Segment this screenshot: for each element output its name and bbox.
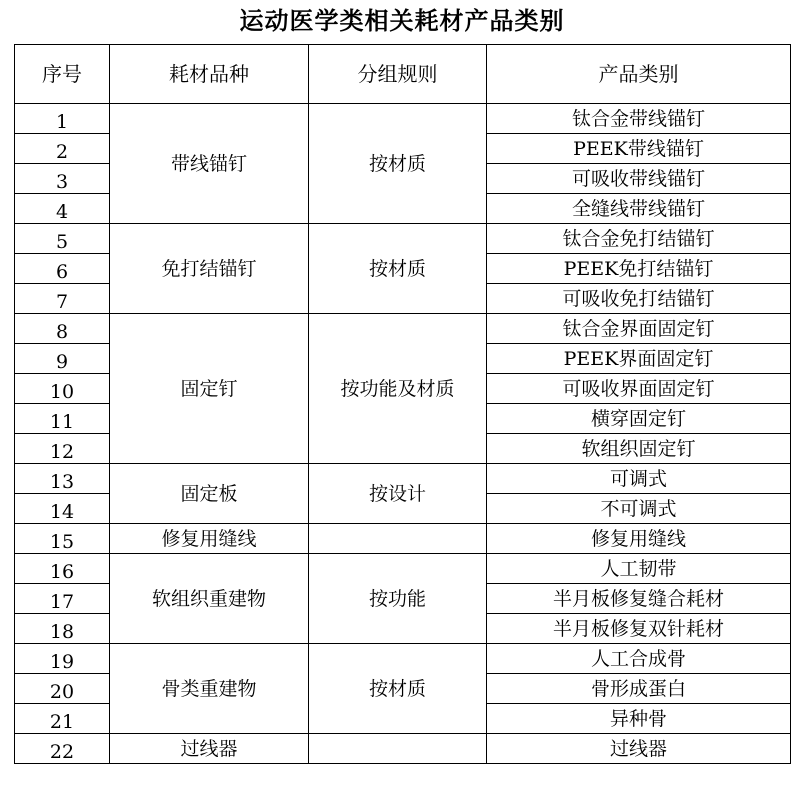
row-product: 半月板修复缝合耗材	[487, 584, 791, 614]
row-product: 不可调式	[487, 494, 791, 524]
table-row	[15, 524, 791, 554]
product-category-table	[14, 44, 791, 764]
group-variety: 免打结锚钉	[110, 224, 309, 314]
group-variety: 软组织重建物	[110, 554, 309, 644]
table-row	[15, 734, 791, 764]
row-seq: 22	[15, 734, 110, 764]
group-rule: 按材质	[309, 224, 487, 314]
table-row	[15, 644, 791, 674]
table-row	[15, 104, 791, 134]
group-variety: 过线器	[110, 734, 309, 764]
group-rule: 按材质	[309, 104, 487, 224]
group-variety: 固定板	[110, 464, 309, 524]
table-row	[15, 554, 791, 584]
row-seq: 1	[15, 104, 110, 134]
row-product: 骨形成蛋白	[487, 674, 791, 704]
table-title: 运动医学类相关耗材产品类别	[239, 7, 565, 35]
group-rule	[309, 734, 487, 764]
row-product: PEEK带线锚钉	[487, 134, 791, 164]
row-seq: 6	[15, 254, 110, 284]
group-variety: 固定钉	[110, 314, 309, 464]
row-product: 异种骨	[487, 704, 791, 734]
header-product: 产品类别	[487, 45, 791, 104]
row-seq: 7	[15, 284, 110, 314]
table-row	[15, 224, 791, 254]
row-product: 可吸收界面固定钉	[487, 374, 791, 404]
row-product: 可吸收带线锚钉	[487, 164, 791, 194]
header-variety: 耗材品种	[110, 45, 309, 104]
row-product: 人工合成骨	[487, 644, 791, 674]
row-product: 横穿固定钉	[487, 404, 791, 434]
row-product: 钛合金带线锚钉	[487, 104, 791, 134]
row-seq: 15	[15, 524, 110, 554]
table-header	[15, 45, 791, 104]
row-product: 半月板修复双针耗材	[487, 614, 791, 644]
row-seq: 21	[15, 704, 110, 734]
row-product: PEEK界面固定钉	[487, 344, 791, 374]
group-variety: 修复用缝线	[110, 524, 309, 554]
row-seq: 14	[15, 494, 110, 524]
row-product: 过线器	[487, 734, 791, 764]
table-row	[15, 314, 791, 344]
row-seq: 18	[15, 614, 110, 644]
table-body	[15, 104, 791, 764]
header-rule: 分组规则	[309, 45, 487, 104]
row-product: 钛合金界面固定钉	[487, 314, 791, 344]
group-variety: 骨类重建物	[110, 644, 309, 734]
group-rule: 按功能及材质	[309, 314, 487, 464]
row-seq: 17	[15, 584, 110, 614]
row-seq: 12	[15, 434, 110, 464]
header-row	[15, 45, 791, 104]
row-product: 钛合金免打结锚钉	[487, 224, 791, 254]
group-rule: 按设计	[309, 464, 487, 524]
row-product: 软组织固定钉	[487, 434, 791, 464]
group-rule	[309, 524, 487, 554]
row-seq: 3	[15, 164, 110, 194]
row-seq: 13	[15, 464, 110, 494]
row-seq: 10	[15, 374, 110, 404]
group-rule: 按功能	[309, 554, 487, 644]
row-seq: 16	[15, 554, 110, 584]
group-variety: 带线锚钉	[110, 104, 309, 224]
row-seq: 9	[15, 344, 110, 374]
row-seq: 4	[15, 194, 110, 224]
row-seq: 20	[15, 674, 110, 704]
row-seq: 11	[15, 404, 110, 434]
row-product: 可调式	[487, 464, 791, 494]
row-product: 可吸收免打结锚钉	[487, 284, 791, 314]
row-product: PEEK免打结锚钉	[487, 254, 791, 284]
row-product: 全缝线带线锚钉	[487, 194, 791, 224]
row-product: 人工韧带	[487, 554, 791, 584]
header-seq: 序号	[15, 45, 110, 104]
group-rule: 按材质	[309, 644, 487, 734]
row-seq: 2	[15, 134, 110, 164]
row-product: 修复用缝线	[487, 524, 791, 554]
table-row	[15, 464, 791, 494]
row-seq: 5	[15, 224, 110, 254]
row-seq: 19	[15, 644, 110, 674]
row-seq: 8	[15, 314, 110, 344]
